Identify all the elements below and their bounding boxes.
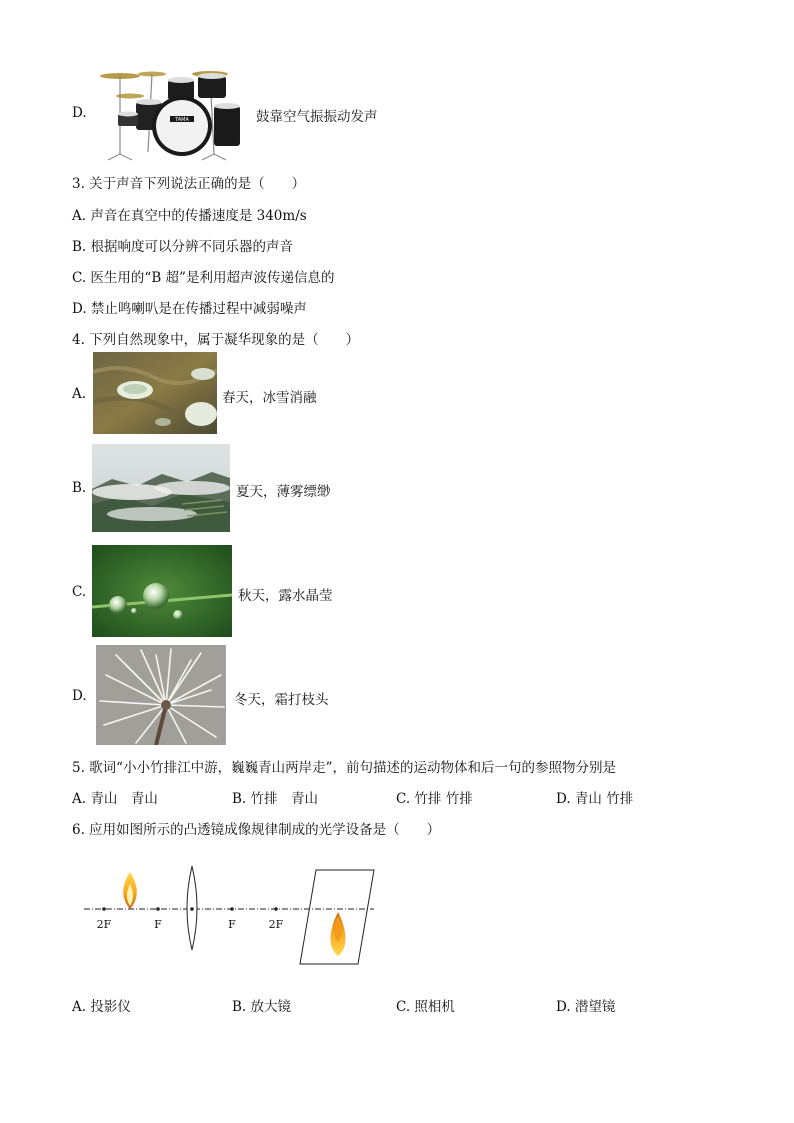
q3-option-c: C. 医生用的“B 超”是利用超声波传递信息的 xyxy=(72,270,335,286)
q4-option-a-caption: 春天，冰雪消融 xyxy=(222,390,317,406)
label-2f-left: 2F xyxy=(96,918,112,931)
q5-option-a: A. 青山 青山 xyxy=(72,791,158,807)
q4-stem: 4. 下列自然现象中，属于凝华现象的是（ ） xyxy=(72,332,360,348)
drum-brand-text: TAMA xyxy=(175,117,189,123)
q3-option-a: A. 声音在真空中的传播速度是 340m/s xyxy=(72,208,307,224)
q6-stem: 6. 应用如图所示的凸透镜成像规律制成的光学设备是（ ） xyxy=(72,822,441,838)
drum-kit-image xyxy=(90,66,246,162)
q3-stem: 3. 关于声音下列说法正确的是（ ） xyxy=(72,176,306,192)
label-f-left: F xyxy=(154,918,162,931)
q4-option-b-label: B. xyxy=(72,480,87,496)
mist-image xyxy=(92,444,230,532)
convex-lens-diagram xyxy=(78,858,388,968)
q5-stem: 5. 歌词“小小竹排江中游，巍巍青山两岸走”，前句描述的运动物体和后一句的参照物分别是 xyxy=(72,760,616,776)
q5-option-b: B. 竹排 青山 xyxy=(232,791,319,807)
q6-option-c: C. 照相机 xyxy=(396,999,455,1015)
q4-option-c-caption: 秋天，露水晶莹 xyxy=(238,588,333,604)
q6-option-d: D. 潜望镜 xyxy=(556,999,616,1015)
q3-option-b: B. 根据响度可以分辨不同乐器的声音 xyxy=(72,239,294,255)
q4-option-d-caption: 冬天，霜打枝头 xyxy=(234,692,329,708)
q4-option-d-label: D. xyxy=(72,688,87,704)
q4-option-c-label: C. xyxy=(72,584,87,600)
q5-option-d: D. 青山 竹排 xyxy=(556,791,634,807)
frost-branch-image xyxy=(96,645,226,745)
q4-option-b-caption: 夏天，薄雾缥缈 xyxy=(236,484,331,500)
q6-option-a: A. 投影仪 xyxy=(72,999,131,1015)
q6-option-b: B. 放大镜 xyxy=(232,999,292,1015)
q2-option-d-label: D. xyxy=(72,105,87,121)
q5-option-c: C. 竹排 竹排 xyxy=(396,791,473,807)
dew-drop-image xyxy=(92,545,232,637)
melting-ice-image xyxy=(93,352,217,434)
q4-option-a-label: A. xyxy=(72,386,87,402)
label-f-right: F xyxy=(228,918,236,931)
q3-option-d: D. 禁止鸣喇叭是在传播过程中减弱噪声 xyxy=(72,301,307,317)
q2-option-d-caption: 鼓靠空气振振动发声 xyxy=(256,109,378,125)
label-2f-right: 2F xyxy=(268,918,284,931)
